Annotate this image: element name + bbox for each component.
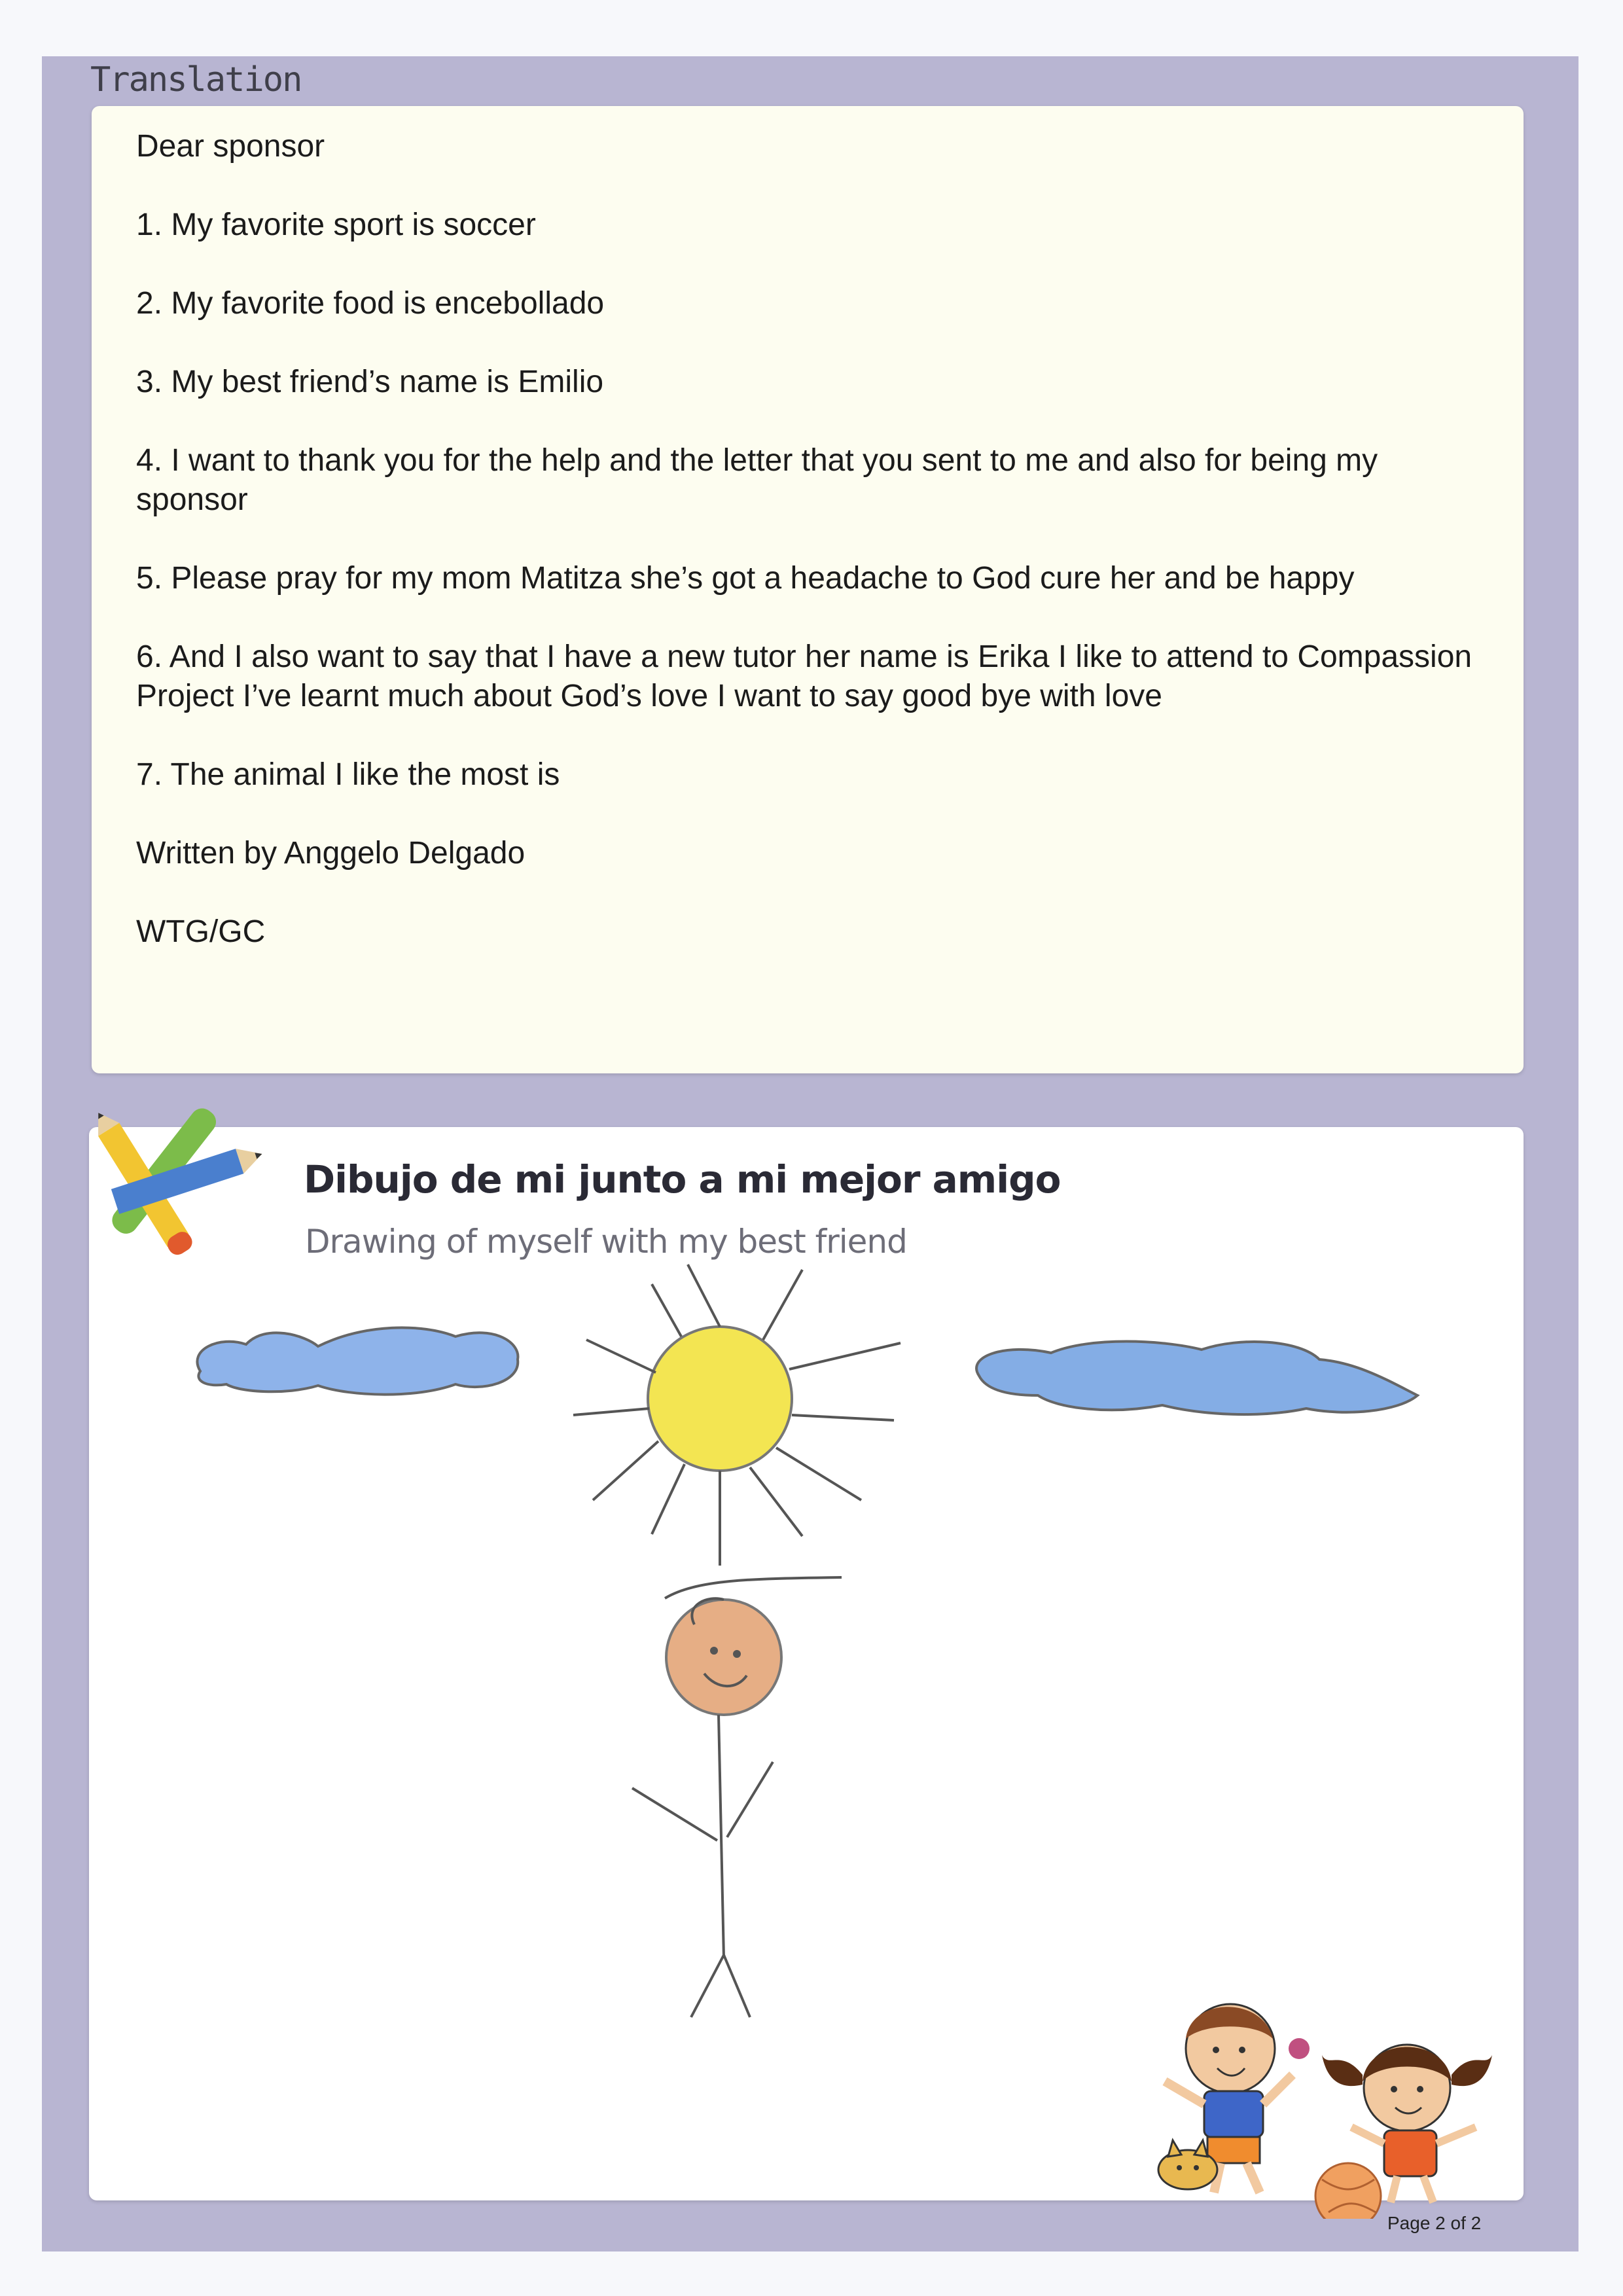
stick-figure: [632, 1577, 842, 2017]
right-cloud: [976, 1342, 1418, 1415]
translation-panel: [92, 106, 1524, 1073]
kids-illustration: [1132, 1977, 1525, 2219]
answer-6: 6. And I also want to say that I have a new tutor her name is Erika I like to attend to Compassion Project I’ve learnt much about God’s love I want to say good bye with love: [136, 639, 1472, 713]
answer-2: 2. My favorite food is encebollado: [136, 286, 605, 321]
translation-heading: Translation: [90, 60, 302, 99]
page-number: Page 2 of 2: [1387, 2213, 1482, 2233]
answer-3: 3. My best friend’s name is Emilio: [136, 365, 604, 399]
left-cloud: [197, 1327, 518, 1394]
signature-line: Written by Anggelo Delgado: [136, 836, 526, 870]
translator-code: WTG/GC: [136, 914, 266, 949]
answer-7: 7. The animal I like the most is: [136, 757, 560, 792]
ball-figure: [1315, 2163, 1381, 2219]
greeting: Dear sponsor: [136, 129, 325, 164]
answer-1: 1. My favorite sport is soccer: [136, 207, 536, 242]
sun: [573, 1265, 901, 1566]
drawing-title-english: Drawing of myself with my best friend: [305, 1223, 907, 1261]
drawing-title-spanish: Dibujo de mi junto a mi mejor amigo: [304, 1157, 1061, 1202]
answer-5: 5. Please pray for my mom Matitza she’s got a headache to God cure her and be happy: [136, 561, 1355, 596]
answer-4: 4. I want to thank you for the help and the letter that you sent to me and also for being my sponsor: [136, 443, 1378, 517]
